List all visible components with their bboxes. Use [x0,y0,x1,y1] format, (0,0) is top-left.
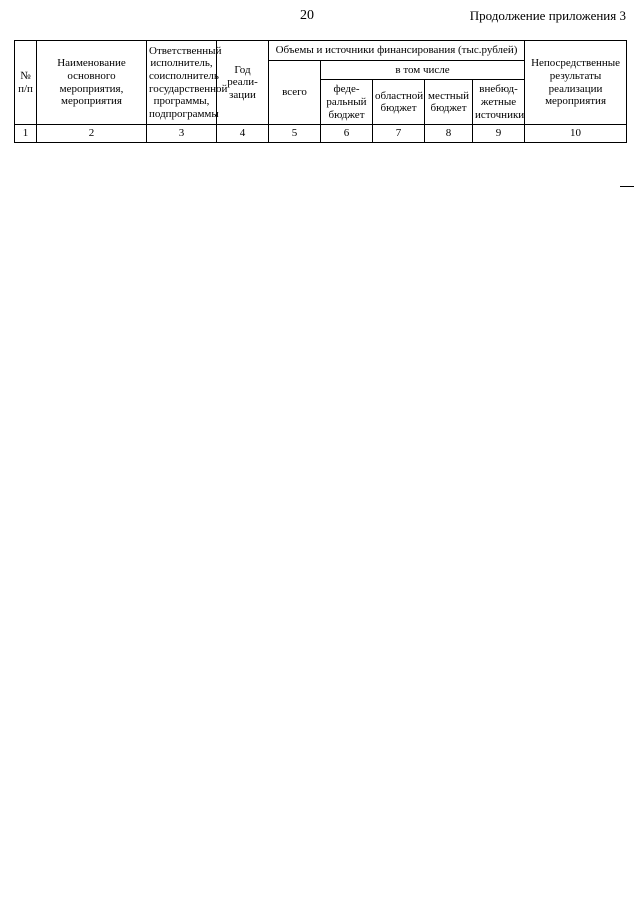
column-number: 1 [15,125,37,143]
header-responsible: Ответственный исполнитель, соисполнитель государственной программы, подпрограммы [147,41,217,125]
header-extra: внебюд-жетные источники [473,80,525,125]
column-number: 8 [425,125,473,143]
page-number: 20 [300,8,314,23]
column-number: 5 [269,125,321,143]
header-name: Наименование основного мероприятия, мероприятия [37,41,147,125]
header-federal: феде-ральный бюджет [321,80,373,125]
column-number: 7 [373,125,425,143]
header-regional: областной бюджет [373,80,425,125]
header-total: всего [269,60,321,125]
header-num: № п/п [15,41,37,125]
header-table [14,40,627,143]
header-financing: Объемы и источники финансирования (тыс.рублей) [269,41,525,61]
header-local: местный бюджет [425,80,473,125]
continuation-label: Продолжение приложения 3 [469,8,626,23]
header-year: Год реали-зации [217,41,269,125]
margin-mark [620,186,634,187]
column-number: 3 [147,125,217,143]
header-including: в том числе [321,60,525,80]
column-number: 2 [37,125,147,143]
column-number: 6 [321,125,373,143]
column-number: 9 [473,125,525,143]
header-results: Непосредственные результаты реализации мероприятия [525,41,627,125]
column-number: 10 [525,125,627,143]
column-number: 4 [217,125,269,143]
